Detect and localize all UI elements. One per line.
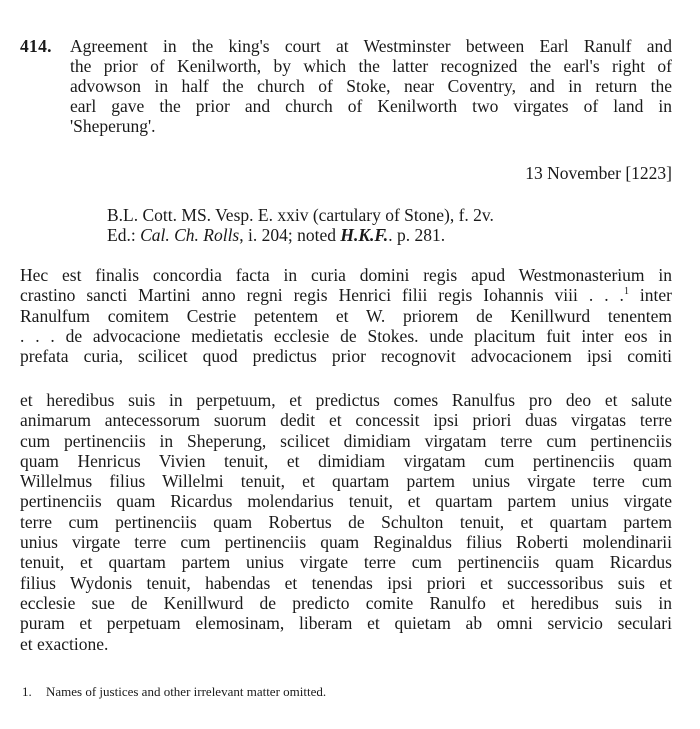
entry-summary <box>70 36 672 136</box>
summary-line: 'Sheperung'. <box>70 116 156 136</box>
latin-line: puram et perpetuam elemosinam, liberam et quietam ab omni servicio seculari <box>20 613 672 634</box>
entry-heading <box>20 36 672 136</box>
latin-line: animarum antecessorum suorum dedit et concessit ipsi priori duas virgatas terre <box>20 410 672 431</box>
latin-line: pertinenciis quam Ricardus molendarius tenuit, et quartam partem unius virgate <box>20 491 672 512</box>
latin-line: terre cum pertinenciis quam Robertus de Schulton tenuit, et quartam partem <box>20 511 672 532</box>
latin-line: cum pertinenciis in Sheperung, scilicet dimidiam virgatam terre cum pertinenciis <box>20 430 672 451</box>
edition-suffix: . p. 281. <box>388 225 446 245</box>
footnote-number: 1. <box>22 684 32 699</box>
references <box>107 205 494 245</box>
latin-line <box>20 285 672 305</box>
latin-line: Hec est finalis concordia facta in curia domini regis apud Westmonasterium in <box>20 265 672 285</box>
edition-prefix: Ed.: <box>107 225 141 245</box>
latin-line: unius virgate terre cum pertinenciis quam Reginaldus filius Roberti molendinarii <box>20 532 672 553</box>
manuscript-reference: B.L. Cott. MS. Vesp. E. xxiv (cartulary of Stone), f. 2v. <box>107 205 494 225</box>
summary-line: advowson in half the church of Stoke, near Coventry, and in return the <box>70 76 672 96</box>
latin-line-text: inter <box>628 285 672 306</box>
entry-date: 13 November [1223] <box>525 163 672 183</box>
edition-title: Cal. Ch. Rolls <box>140 225 240 245</box>
latin-line: ecclesie sue de Kenillwurd de predicto comite Ranulfo et heredibus suis in <box>20 592 672 613</box>
latin-line: . . . de advocacione medietatis ecclesie de Stokes. unde placitum fuit inter eos in <box>20 325 672 346</box>
summary-line: earl gave the prior and church of Kenilworth two virgates of land in <box>70 96 672 116</box>
latin-line: et heredibus suis in perpetuum, et predictus comes Ranulfus pro deo et salute <box>20 390 672 410</box>
latin-line: et exactione. <box>20 633 109 654</box>
latin-line: Willelmus filius Willelmi tenuit, et quartam partem unius virgate terre cum <box>20 471 672 492</box>
edition-middle: , i. 204; noted <box>239 225 341 245</box>
latin-line: prefata curia, scilicet quod predictus prior recognovit advocacionem ipsi comiti <box>20 346 672 367</box>
latin-text-block-2 <box>20 390 672 654</box>
summary-line: the prior of Kenilworth, by which the latter recognized the earl's right of <box>70 56 672 76</box>
edition-abbreviation: H.K.F. <box>340 225 389 245</box>
latin-line: filius Wydonis tenuit, habendas et tenendas ipsi priori et successoribus suis et <box>20 572 672 593</box>
footnote <box>22 684 326 700</box>
latin-line-text: crastino sancti Martini anno regni regis Henrici filii regis Iohannis viii . . . <box>20 285 624 306</box>
footnote-marker: 1 <box>623 286 629 298</box>
entry-number: 414. <box>20 36 52 56</box>
summary-line: Agreement in the king's court at Westminster between Earl Ranulf and <box>70 36 672 56</box>
edition-reference <box>107 225 494 245</box>
latin-line: quam Henricus Vivien tenuit, et dimidiam virgatam cum pertinenciis quam <box>20 450 672 471</box>
footnote-text: Names of justices and other irrelevant matter omitted. <box>46 684 327 699</box>
latin-line: tenuit, et quartam partem unius virgate terre cum pertinenciis quam Ricardus <box>20 552 672 573</box>
latin-text-block-1 <box>20 265 672 366</box>
latin-line: Ranulfum comitem Cestrie petentem et W. priorem de Kenillwurd tenentem <box>20 305 672 326</box>
